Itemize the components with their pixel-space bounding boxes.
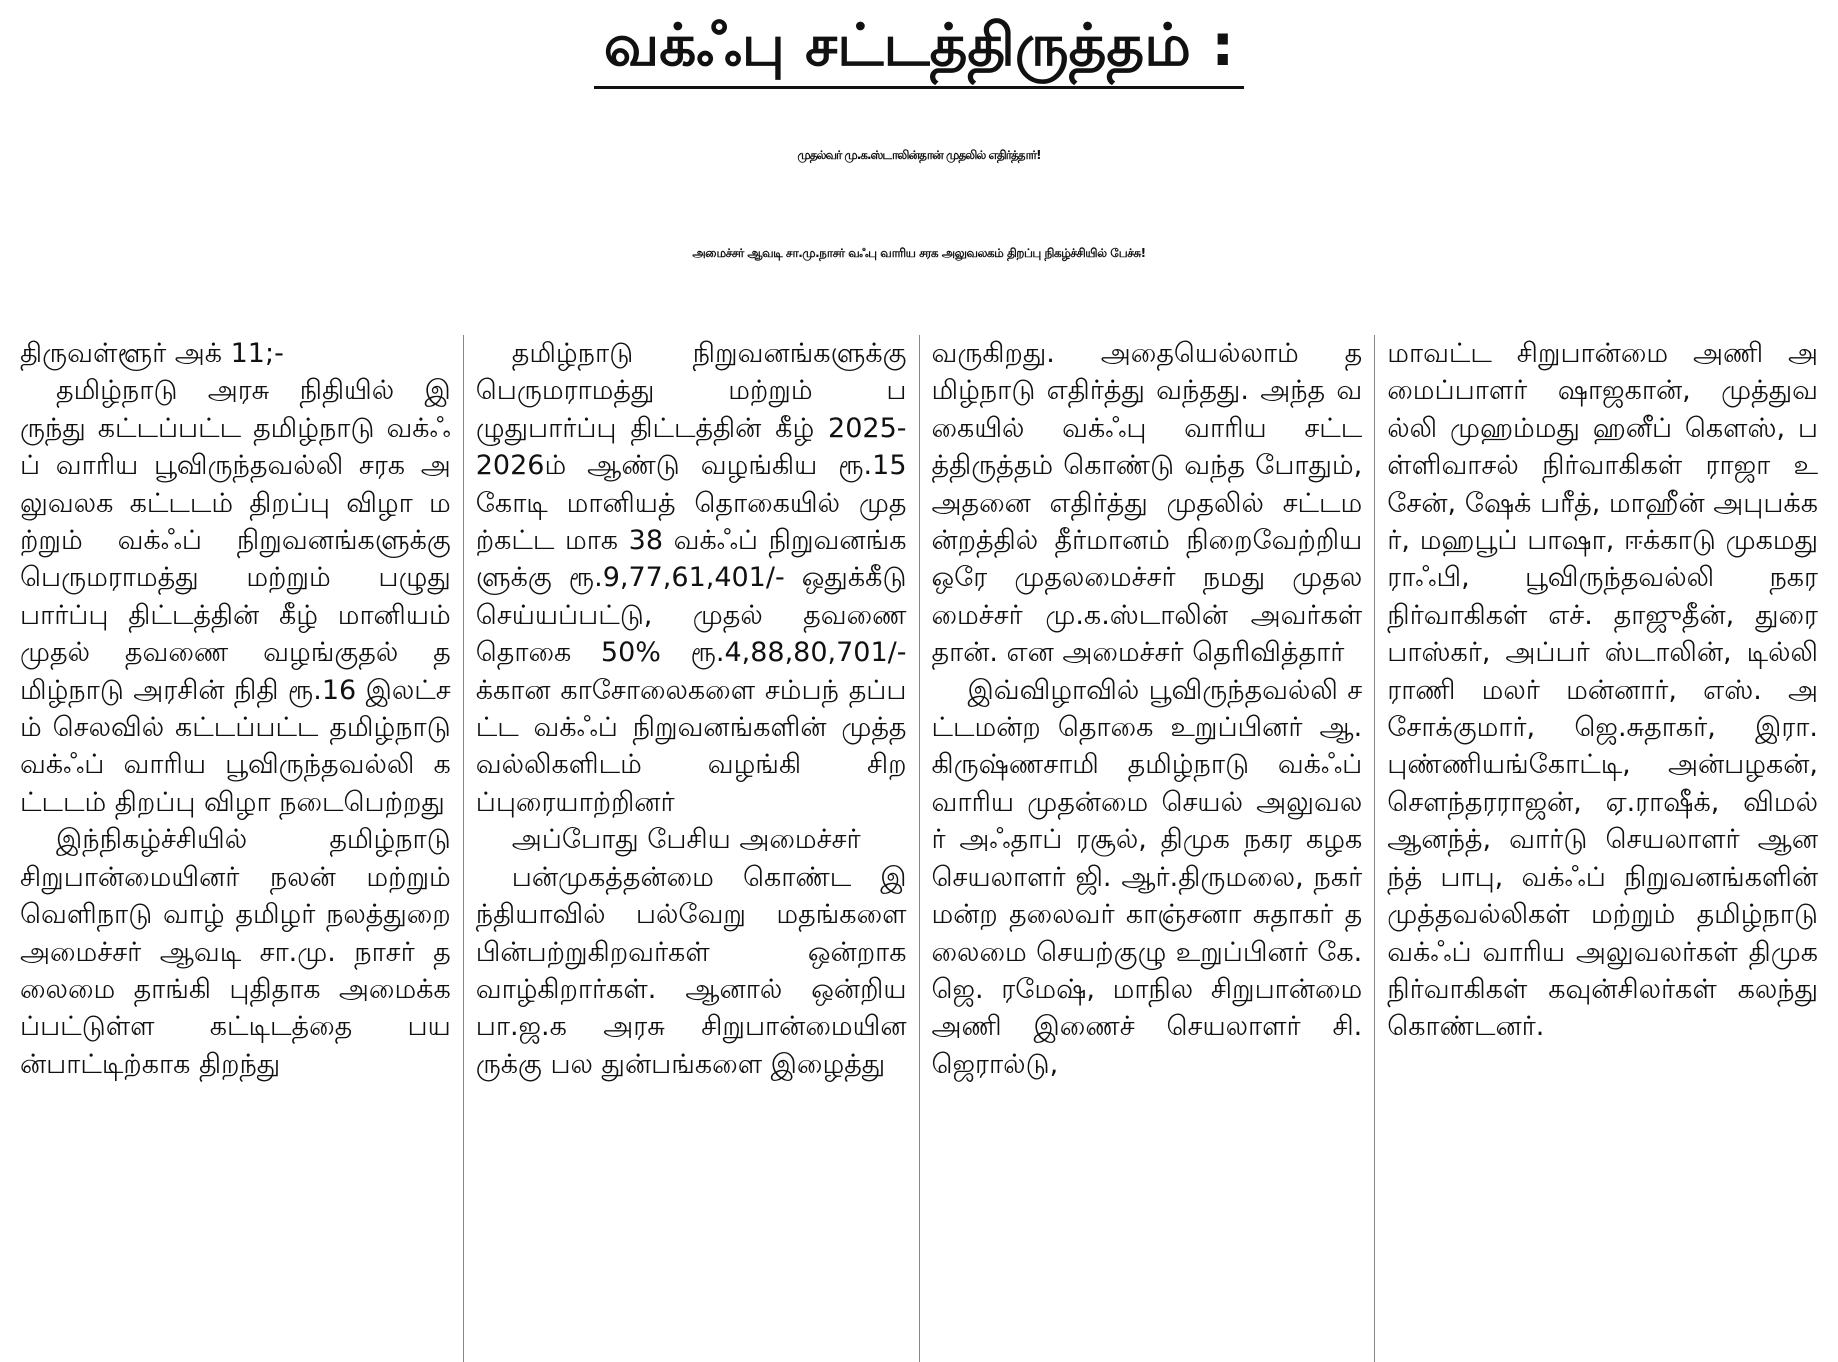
kicker-wrap xyxy=(8,0,1830,89)
column-4 xyxy=(1374,335,1830,1362)
paragraph: இந்நிகழ்ச்சியில் தமிழ்நாடு சிறுபான்மையினர் நலன் மற்றும் வெளிநாடு வாழ் தமிழர் நலத்துறை அமைச்சர் ஆவடி சா.மு. நாசர் தலைமை தாங்கி புதிதாக அமைக்கப்பட்டுள்ள கட்டிடத்தை பயன்பாட்டிற்காக திறந்து xyxy=(20,824,451,1080)
paragraph: தமிழ்நாடு நிறுவனங்களுக்கு பெருமராமத்து மற்றும் பழுதுபார்ப்பு திட்டத்தின் கீழ் 2025-2026ம் ஆண்டு வழங்கிய ரூ.15 கோடி மானியத் தொகையில் முதற்கட்ட மாக 38 வக்ஃப் நிறுவனங்க ளுக்கு ரூ.9,77,61,401/- ஒதுக்கீடு செய்யப்பட்டு, முதல் தவணை தொகை 50% ரூ.4,88,80,701/-க்கான காசோலைகளை சம்பந் தப்பட்ட வக்ஃப் நிறுவனங்களின் முத்தவல்லிகளிடம் வழங்கி சிறப்புரையாற்றினர் xyxy=(475,338,907,818)
paragraph: பன்முகத்தன்மை கொண்ட இந்தியாவில் பல்வேறு மதங்களை பின்பற்றுகிறவர்கள் ஒன்றாக வாழ்கிறார்கள். ஆனால் ஒன்றிய பா.ஜ.க அரசு சிறுபான்மையினருக்கு பல துன்பங்களை இழைத்து xyxy=(475,861,907,1080)
kicker: வக்ஃபு சட்டத்திருத்தம் : xyxy=(594,8,1245,89)
column-3 xyxy=(919,335,1375,1362)
paragraph: இவ்விழாவில் பூவிருந்தவல்லி சட்டமன்ற தொகை உறுப்பினர் ஆ.கிருஷ்ணசாமி தமிழ்நாடு வக்ஃப் வாரிய முதன்மை செயல் அலுவலர் அஃதாப் ரசூல், திமுக நகர கழக செயலாளர் ஜி. ஆர்.திருமலை, நகர் மன்ற தலைவர் காஞ்சனா சுதாகர் தலைமை செயற்குழு உறுப்பினர் கே.ஜெ. ரமேஷ், மாநில சிறுபான்மை அணி இணைச் செயலாளர் சி.ஜெரால்டு, xyxy=(931,674,1363,1080)
paragraph: அப்போது பேசிய அமைச்சர் xyxy=(511,824,861,856)
column-1 xyxy=(8,335,463,1362)
paragraph: தமிழ்நாடு அரசு நிதியில் இருந்து கட்டப்பட்ட தமிழ்நாடு வக்ஃப் வாரிய பூவிருந்தவல்லி சரக அலுவலக கட்டடம் திறப்பு விழா மற்றும் வக்ஃப் நிறுவனங்களுக்கு பெருமராமத்து மற்றும் பழுது பார்ப்பு திட்டத்தின் கீழ் மானியம் முதல் தவணை வழங்குதல் தமிழ்நாடு அரசின் நிதி ரூ.16 இலட்சம் செலவில் கட்டப்பட்ட தமிழ்நாடு வக்ஃப் வாரிய பூவிருந்தவல்லி கட்டடம் திறப்பு விழா நடைபெற்றது xyxy=(20,375,451,818)
article-columns xyxy=(8,335,1830,1362)
subhead: அமைச்சர் ஆவடி சா.மு.நாசர் வஃபு வாரிய சரக அலுவலகம் திறப்பு நிகழ்ச்சியில் பேச்சு! xyxy=(692,246,1146,260)
paragraph: வருகிறது. அதையெல்லாம் தமிழ்நாடு எதிர்த்து வந்தது. அந்த வகையில் வக்ஃபு வாரிய சட்டத்திருத்தம் கொண்டு வந்த போதும், அதனை எதிர்த்து முதலில் சட்டமன்றத்தில் தீர்மானம் நிறைவேற்றிய ஒரே முதலமைச்சர் நமது முதலமைச்சர் மு.க.ஸ்டாலின் அவர்கள் தான். என அமைச்சர் தெரிவித்தார் xyxy=(931,338,1363,669)
paragraph: திருவள்ளூர் அக் 11;- xyxy=(20,338,284,369)
column-2 xyxy=(463,335,919,1362)
headline: முதல்வர் மு.க.ஸ்டாலின்தான் முதலில் எதிர்த்தார்! xyxy=(797,148,1041,162)
paragraph: மாவட்ட சிறுபான்மை அணி அமைப்பாளர் ஷாஜகான், முத்துவல்லி முஹம்மது ஹனீப் கௌஸ், பள்ளிவாசல் நிர்வாகிகள் ராஜா உசேன், ஷேக் பரீத், மாஹீன் அபுபக்கர், மஹபூப் பாஷா, ஈக்காடு முகமது ராஃபி, பூவிருந்தவல்லி நகர நிர்வாகிகள் எச். தாஜுதீன், துரை பாஸ்கர், அப்பர் ஸ்டாலின், டில்லி ராணி மலர் மன்னார், எஸ். அசோக்குமார், ஜெ.சுதாகர், இரா. புண்ணியங்கோட்டி, அன்பழகன், சௌந்தரராஜன், ஏ.ராஷீக், விமல் ஆனந்த், வார்டு செயலாளர் ஆனந்த் பாபு, வக்ஃப் நிறுவனங்களின் முத்தவல்லிகள் மற்றும் தமிழ்நாடு வக்ஃப் வாரிய அலுவலர்கள் திமுக நிர்வாகிகள் கவுன்சிலர்கள் கலந்து கொண்டனர். xyxy=(1387,338,1818,1043)
